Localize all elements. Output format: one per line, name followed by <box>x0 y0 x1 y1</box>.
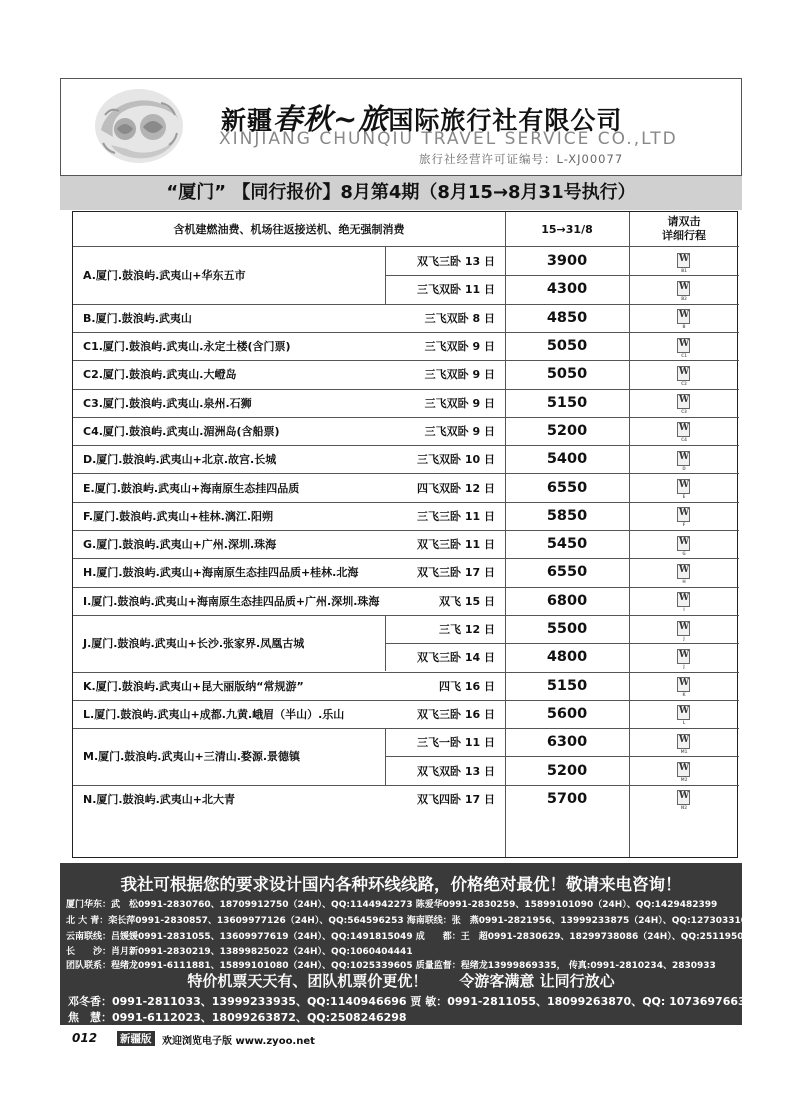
tour-type: 双飞三卧 17 日 <box>417 566 495 580</box>
tour-price: 3900 <box>546 253 588 270</box>
tour-type: 三飞双卧 11 日 <box>417 283 495 297</box>
tour-price: 5450 <box>546 536 588 553</box>
itinerary-doc-link[interactable] <box>629 502 739 530</box>
doc-caption: C1 <box>681 352 687 358</box>
contact-line: 北 大 青：栾长萍0991-2830857、13609977126（24H）、QQ:564596253 海南联线：张 燕0991-2821956、13999233875（24H）、QQ:1273033109 <box>66 916 754 926</box>
doc-caption: I <box>683 607 685 613</box>
route-name: G.厦门.鼓浪屿.武夷山+广州.深圳.珠海 <box>83 538 277 552</box>
edition-tag: 新疆版 <box>117 1031 155 1046</box>
route-name: L.厦门.鼓浪屿.武夷山+成都.九黄.峨眉（半山）.乐山 <box>83 707 345 721</box>
tour-price: 5050 <box>546 338 588 355</box>
company-name-en: XINJIANG CHUNQIU TRAVEL SERVICE CO.,LTD <box>219 129 678 149</box>
doc-caption: F <box>682 522 686 528</box>
tour-price: 5050 <box>546 366 588 383</box>
tour-price: 6550 <box>546 564 588 581</box>
word-doc-icon[interactable]: W D <box>676 451 692 468</box>
route-name: D.厦门.鼓浪屿.武夷山+北京.故宫.长城 <box>83 453 277 467</box>
route-name: I.厦门.鼓浪屿.武夷山+海南原生态挂四品质+广州.深圳.珠海 <box>83 594 380 608</box>
itinerary-doc-link[interactable] <box>629 643 739 671</box>
page-number: 012 <box>72 1031 98 1045</box>
price-table <box>72 211 738 858</box>
tour-type: 双飞三卧 13 日 <box>417 255 495 269</box>
route-name: C3.厦门.鼓浪屿.武夷山.泉州.石狮 <box>83 396 252 410</box>
itinerary-doc-link[interactable] <box>629 587 739 615</box>
itinerary-doc-link[interactable] <box>629 360 739 388</box>
word-doc-icon[interactable]: W C4 <box>676 422 692 439</box>
tour-price: 5150 <box>546 394 588 411</box>
itinerary-doc-link[interactable] <box>629 672 739 700</box>
route-name: K.厦门.鼓浪屿.武夷山+昆大丽版纳“常规游” <box>83 679 304 693</box>
doc-caption: H <box>682 578 686 584</box>
tour-price: 5200 <box>546 762 588 779</box>
itinerary-doc-link[interactable] <box>629 530 739 558</box>
doc-caption: C3 <box>681 409 687 415</box>
doc-caption: J <box>683 635 685 641</box>
doc-caption: B1 <box>681 267 687 273</box>
itinerary-doc-link[interactable] <box>629 700 739 728</box>
word-doc-icon[interactable]: W H <box>676 564 692 581</box>
itinerary-doc-link[interactable] <box>629 728 739 756</box>
contact-line: 长 沙：肖月新0991-2830219、13899825022（24H）、QQ:1060404441 <box>66 947 413 957</box>
tour-type: 三飞双卧 9 日 <box>424 340 495 354</box>
tour-price: 5500 <box>546 621 588 638</box>
word-doc-icon[interactable]: W B <box>676 309 692 326</box>
word-doc-icon[interactable]: W J <box>676 621 692 638</box>
company-name-cn: 新疆春秋~旅国际旅行社有限公司 <box>221 102 623 136</box>
issue-title: “厦门” 【同行报价】8月第4期（8月15→8月31号执行） <box>60 176 742 210</box>
table-head-itinerary: 请双击 详细行程 <box>662 215 706 242</box>
footer-contacts <box>60 863 763 1025</box>
ticket-contact: 邓冬香：0991-2811033、13999233935、QQ:1140946696 贾 敏：0991-2811055、18099263870、QQ: 1073697663 <box>68 995 746 1008</box>
word-doc-icon[interactable]: W N2 <box>676 790 692 807</box>
itinerary-doc-link[interactable] <box>629 304 739 332</box>
tour-price: 5400 <box>546 451 588 468</box>
route-name: E.厦门.鼓浪屿.武夷山+海南原生态挂四品质 <box>83 481 300 495</box>
tour-price: 4300 <box>546 281 588 298</box>
tour-price: 4800 <box>546 649 588 666</box>
table-head-date: 15→31/8 <box>541 222 593 236</box>
tour-price: 6800 <box>546 592 588 609</box>
itinerary-doc-link[interactable] <box>629 332 739 360</box>
tour-type: 三飞双卧 9 日 <box>424 424 495 438</box>
company-logo-emblem <box>91 85 187 167</box>
footer-slogan: 我社可根据您的要求设计国内各种环线线路，价格绝对最优！敬请来电咨询！ <box>120 875 682 894</box>
route-name: A.厦门.鼓浪屿.武夷山+华东五市 <box>83 269 246 283</box>
tour-price: 5150 <box>546 677 588 694</box>
doc-caption: C4 <box>681 437 687 443</box>
word-doc-icon[interactable]: W E <box>676 479 692 496</box>
route-name: H.厦门.鼓浪屿.武夷山+海南原生态挂四品质+桂林.北海 <box>83 566 359 580</box>
word-doc-icon[interactable]: W B1 <box>676 253 692 270</box>
word-doc-icon[interactable]: W C2 <box>676 366 692 383</box>
license-number: 旅行社经营许可证编号：L-XJ00077 <box>419 152 624 166</box>
route-name: F.厦门.鼓浪屿.武夷山+桂林.漓江.阳朔 <box>83 509 274 523</box>
word-doc-icon[interactable]: W K <box>676 677 692 694</box>
contact-line: 云南联线：吕媛媛0991-2831055、13609977619（24H）、QQ:1491815049 成 都：王 超0991-2830629、18299738086（24H）、QQ:2511950874 <box>66 932 763 942</box>
word-doc-icon[interactable]: W L <box>676 705 692 722</box>
tour-type: 双飞双卧 13 日 <box>417 764 495 778</box>
route-name: J.厦门.鼓浪屿.武夷山+长沙.张家界.凤凰古城 <box>83 637 305 651</box>
tour-type: 三飞双卧 9 日 <box>424 396 495 410</box>
tour-price: 5850 <box>546 507 588 524</box>
tour-price: 5700 <box>546 790 588 807</box>
contact-line: 厦门华东：武 松0991-2830760、18709912750（24H）、QQ:1144942273 陈爱华0991-2830259、15899101090（24H）、QQ:1429482399 <box>66 900 718 910</box>
doc-caption: M2 <box>680 777 688 783</box>
table-head-inclusions: 含机建燃油费、机场往返接送机、绝无强制消费 <box>173 223 405 236</box>
route-name: N.厦门.鼓浪屿.武夷山+北大青 <box>83 792 235 806</box>
itinerary-doc-link[interactable] <box>629 756 739 784</box>
itinerary-doc-link[interactable] <box>629 417 739 445</box>
company-header <box>60 78 742 176</box>
price-sheet <box>60 78 763 1025</box>
itinerary-doc-link[interactable] <box>629 615 739 643</box>
tour-type: 三飞 12 日 <box>439 623 495 637</box>
tour-type: 双飞三卧 14 日 <box>417 651 495 665</box>
tour-type: 四飞双卧 12 日 <box>417 481 495 495</box>
tour-type: 三飞双卧 8 日 <box>424 311 495 325</box>
itinerary-doc-link[interactable] <box>629 473 739 501</box>
ticket-slogan-right: 令游客满意 让同行放心 <box>459 972 615 990</box>
itinerary-doc-link[interactable] <box>629 558 739 586</box>
tour-price: 5600 <box>546 705 588 722</box>
itinerary-doc-link[interactable] <box>629 275 739 303</box>
route-name: C2.厦门.鼓浪屿.武夷山.大嶝岛 <box>83 368 237 382</box>
doc-caption: N2 <box>680 805 688 811</box>
tour-price: 6550 <box>546 479 588 496</box>
route-name: B.厦门.鼓浪屿.武夷山 <box>83 311 192 325</box>
tour-type: 三飞三卧 11 日 <box>417 509 495 523</box>
word-doc-icon[interactable]: W C3 <box>676 394 692 411</box>
website-note: 欢迎浏览电子版 www.zyoo.net <box>162 1036 315 1047</box>
word-doc-icon[interactable]: W B2 <box>676 281 692 298</box>
tour-type: 双飞三卧 11 日 <box>417 538 495 552</box>
word-doc-icon[interactable]: W G <box>676 536 692 553</box>
route-name: M.厦门.鼓浪屿.武夷山+三清山.婺源.景德镇 <box>83 750 301 764</box>
itinerary-doc-link[interactable] <box>629 389 739 417</box>
tour-type: 双飞四卧 17 日 <box>417 792 495 806</box>
word-doc-icon[interactable]: W I <box>676 592 692 609</box>
doc-caption: D <box>682 465 686 471</box>
tour-price: 4850 <box>546 309 588 326</box>
ticket-slogan-left: 特价机票天天有、团队机票价更优！ <box>187 972 428 990</box>
route-name: C1.厦门.鼓浪屿.武夷山.永定土楼(含门票) <box>83 340 291 354</box>
doc-caption: E <box>682 494 686 500</box>
word-doc-icon[interactable]: W C1 <box>676 338 692 355</box>
doc-caption: G <box>682 550 686 556</box>
doc-caption: C2 <box>681 380 687 386</box>
itinerary-doc-link[interactable] <box>629 247 739 275</box>
route-name: C4.厦门.鼓浪屿.武夷山.湄洲岛(含船票) <box>83 424 280 438</box>
ticket-contact: 焦 慧：0991-6112023、18099263872、QQ:2508246298 <box>68 1011 407 1024</box>
doc-caption: M1 <box>680 748 688 754</box>
tour-type: 三飞一卧 11 日 <box>417 736 495 750</box>
tour-type: 四飞 16 日 <box>439 679 495 693</box>
contact-line: 团队联系：程绪龙0991-6111881、15899101080（24H）、QQ:1025339605 质量监督：程绪龙13999869335， 传真:0991-2810234、2830933 <box>66 961 716 971</box>
word-doc-icon[interactable]: W M1 <box>676 734 692 751</box>
word-doc-icon[interactable]: W J <box>676 649 692 666</box>
word-doc-icon[interactable]: W F <box>676 507 692 524</box>
word-doc-icon[interactable]: W M2 <box>676 762 692 779</box>
itinerary-doc-link[interactable] <box>629 785 739 813</box>
tour-price: 5200 <box>546 422 588 439</box>
tour-type: 三飞双卧 10 日 <box>417 453 495 467</box>
tour-type: 三飞双卧 9 日 <box>424 368 495 382</box>
itinerary-doc-link[interactable] <box>629 445 739 473</box>
doc-caption: B <box>682 324 686 330</box>
doc-caption: J <box>683 663 685 669</box>
doc-caption: L <box>682 720 686 726</box>
tour-type: 双飞 15 日 <box>439 594 495 608</box>
tour-price: 6300 <box>546 734 588 751</box>
tour-type: 双飞三卧 16 日 <box>417 707 495 721</box>
doc-caption: K <box>682 692 686 698</box>
doc-caption: B2 <box>681 295 687 301</box>
ticket-slogan <box>60 970 742 991</box>
